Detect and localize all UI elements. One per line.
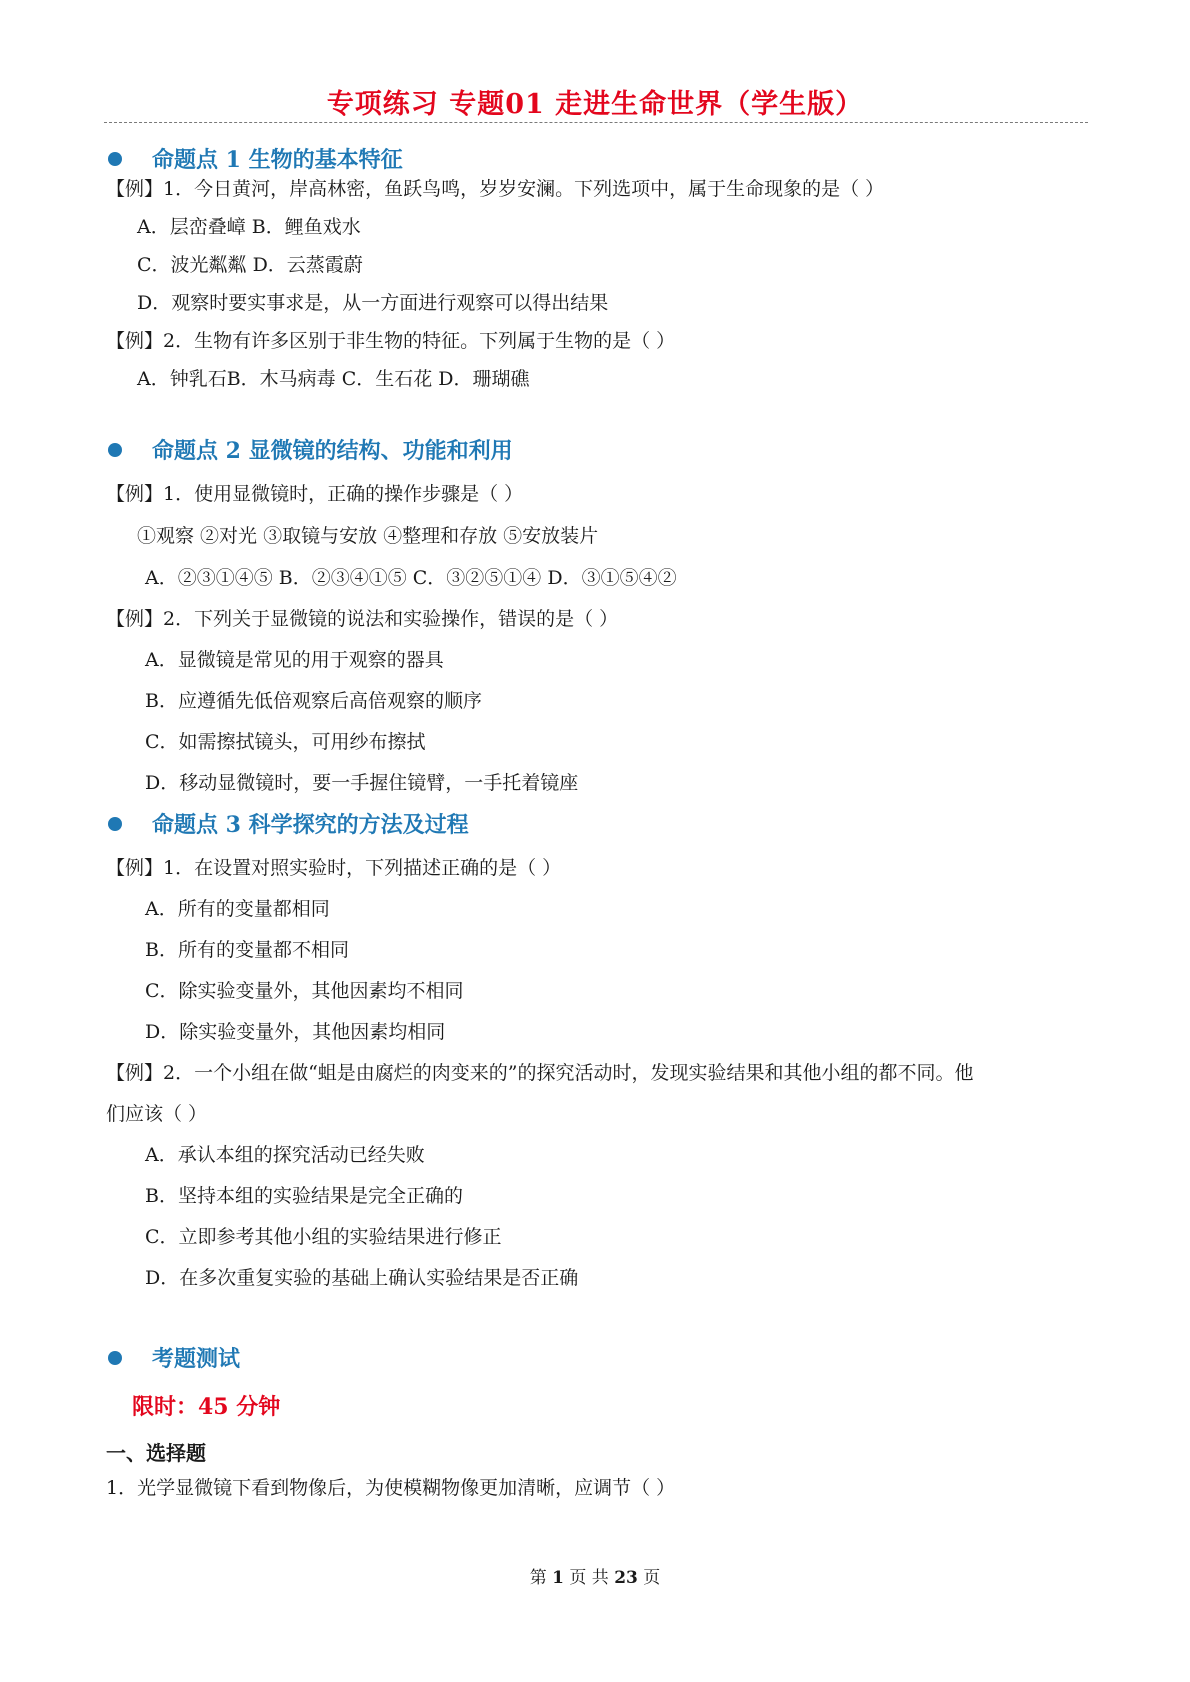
question-text: 【例】2．一个小组在做“蛆是由腐烂的肉变来的”的探究活动时，发现实验结果和其他小组的都不同。他: [106, 1062, 974, 1084]
current-page-number: 1: [552, 1568, 564, 1588]
title-divider: [104, 122, 1088, 123]
question-text: 【例】1．在设置对照实验时，下列描述正确的是（ ）: [106, 857, 562, 879]
option-line: A．显微镜是常见的用于观察的器具: [145, 649, 444, 671]
option-line: A．层峦叠嶂 B．鲤鱼戏水: [137, 216, 361, 238]
part-heading: 一、选择题: [106, 1441, 206, 1465]
time-limit: 限时：45 分钟: [132, 1394, 281, 1420]
bullet-icon: [108, 443, 122, 457]
question-text-wrap: 们应该（ ）: [106, 1103, 208, 1125]
total-page-count: 23: [614, 1568, 638, 1588]
bullet-icon: [108, 817, 122, 831]
option-line: D．除实验变量外，其他因素均相同: [145, 1021, 446, 1043]
question-text: 【例】2．下列关于显微镜的说法和实验操作，错误的是（ ）: [106, 608, 619, 630]
footer-pre: 第: [529, 1568, 547, 1588]
option-line: A．承认本组的探究活动已经失败: [145, 1144, 425, 1166]
option-line: C．如需擦拭镜头，可用纱布擦拭: [145, 731, 426, 753]
sequence-line: ①观察 ②对光 ③取镜与安放 ④整理和存放 ⑤安放装片: [137, 525, 599, 547]
option-line: B．坚持本组的实验结果是完全正确的: [145, 1185, 463, 1207]
question-text: 【例】2．生物有许多区别于非生物的特征。下列属于生物的是（ ）: [106, 330, 676, 352]
option-line: A．钟乳石B．木马病毒 C．生石花 D．珊瑚礁: [137, 368, 530, 390]
option-line: C．波光粼粼 D．云蒸霞蔚: [137, 254, 363, 276]
question-text: 1．光学显微镜下看到物像后，为使模糊物像更加清晰，应调节（ ）: [106, 1477, 676, 1499]
question-text: 【例】1．今日黄河，岸高林密，鱼跃鸟鸣，岁岁安澜。下列选项中，属于生命现象的是（ ）: [106, 178, 885, 200]
section-label: 命题点 3 科学探究的方法及过程: [152, 812, 469, 838]
bullet-icon: [108, 1351, 122, 1365]
option-line: B．所有的变量都不相同: [145, 939, 349, 961]
section-heading-3: [108, 808, 469, 839]
option-line: D．观察时要实事求是，从一方面进行观察可以得出结果: [137, 292, 609, 314]
footer-post: 页: [643, 1568, 661, 1588]
section-label: 考题测试: [152, 1346, 241, 1372]
footer-mid: 页 共: [569, 1568, 609, 1588]
option-line: A．所有的变量都相同: [145, 898, 330, 920]
option-line: D．移动显微镜时，要一手握住镜臂，一手托着镜座: [145, 772, 579, 794]
option-line: D．在多次重复实验的基础上确认实验结果是否正确: [145, 1267, 579, 1289]
section-heading-2: [108, 434, 513, 465]
question-text: 【例】1．使用显微镜时，正确的操作步骤是（ ）: [106, 483, 524, 505]
option-line: A．②③①④⑤ B．②③④①⑤ C．③②⑤①④ D．③①⑤④②: [145, 567, 677, 589]
section-label: 命题点 1 生物的基本特征: [152, 147, 403, 173]
section-heading-test: [108, 1342, 240, 1373]
option-line: C．除实验变量外，其他因素均不相同: [145, 980, 464, 1002]
section-label: 命题点 2 显微镜的结构、功能和利用: [152, 438, 513, 464]
option-line: C．立即参考其他小组的实验结果进行修正: [145, 1226, 502, 1248]
section-heading-1: [108, 143, 403, 174]
page-title: 专项练习 专题01 走进生命世界（学生版）: [326, 89, 864, 120]
bullet-icon: [108, 152, 122, 166]
page-footer: [0, 1563, 1190, 1588]
option-line: B．应遵循先低倍观察后高倍观察的顺序: [145, 690, 482, 712]
